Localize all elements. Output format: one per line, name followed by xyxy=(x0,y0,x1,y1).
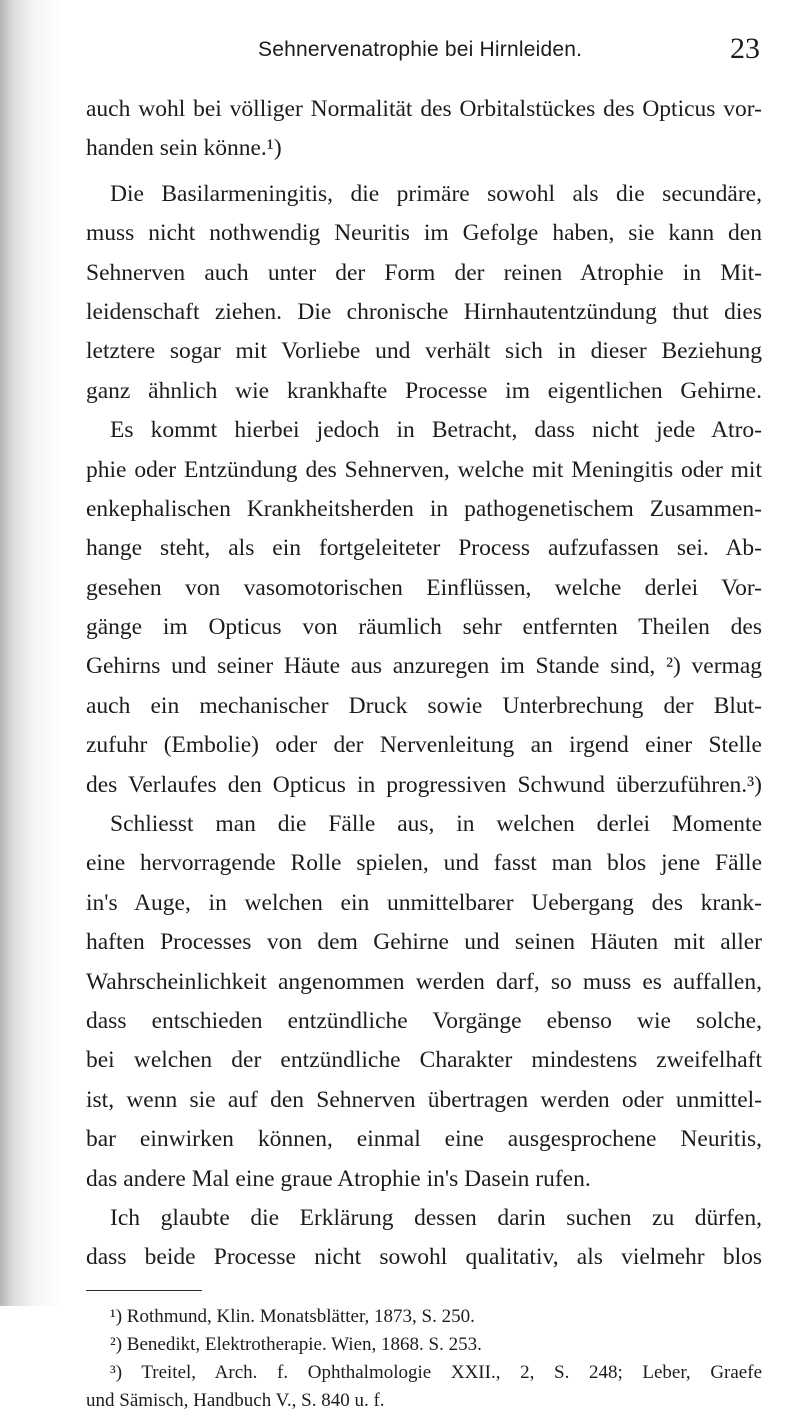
main-text xyxy=(86,90,762,1415)
text-line: Es kommt hierbei jedoch in Betracht, dass nicht jede Atro- xyxy=(110,417,762,444)
text-line: hange steht, als ein fortgeleiteter Process aufzufassen sei. Ab- xyxy=(86,535,762,562)
text-line: phie oder Entzündung des Sehnerven, welche mit Meningitis oder mit xyxy=(86,456,762,483)
text-line: des Verlaufes den Opticus in progressiven Schwund überzuführen.³) xyxy=(86,771,762,798)
text-line: gesehen von vasomotorischen Einflüssen, welche derlei Vor- xyxy=(86,574,762,601)
footnote-separator xyxy=(86,1290,202,1291)
page-header xyxy=(0,32,760,76)
footnote-line: ³) Treitel, Arch. f. Ophthalmologie XXII., 2, S. 248; Leber, Graefe xyxy=(110,1361,762,1383)
text-line: Schliesst man die Fälle aus, in welchen derlei Momente xyxy=(110,811,762,838)
text-line: Die Basilarmeningitis, die primäre sowohl als die secundäre, xyxy=(110,180,762,207)
text-line: letztere sogar mit Vorliebe und verhält sich in dieser Beziehung xyxy=(86,338,762,365)
running-title: Sehnervenatrophie bei Hirnleiden. xyxy=(258,38,583,61)
text-line: in's Auge, in welchen ein unmittelbarer Uebergang des krank- xyxy=(86,889,762,916)
footnote-line: und Sämisch, Handbuch V., S. 840 u. f. xyxy=(86,1389,385,1411)
text-line: eine hervorragende Rolle spielen, und fasst man blos jene Fälle xyxy=(86,850,762,877)
text-line: bei welchen der entzündliche Charakter mindestens zweifelhaft xyxy=(86,1047,762,1074)
binding-shadow xyxy=(0,0,64,1306)
text-line: ganz ähnlich wie krankhafte Processe im eigentlichen Gehirne. xyxy=(86,377,762,404)
text-line: muss nicht nothwendig Neuritis im Gefolge haben, sie kann den xyxy=(86,220,762,247)
text-line: zufuhr (Embolie) oder der Nervenleitung an irgend einer Stelle xyxy=(86,732,762,759)
text-line: auch ein mechanischer Druck sowie Unterbrechung der Blut- xyxy=(86,692,762,719)
text-line: Wahrscheinlichkeit angenommen werden darf, so muss es auffallen, xyxy=(86,968,762,995)
text-line: das andere Mal eine graue Atrophie in's Dasein rufen. xyxy=(86,1165,591,1192)
text-line: handen sein könne.¹) xyxy=(86,135,282,162)
text-line: Gehirns und seiner Häute aus anzuregen im Stande sind, ²) vermag xyxy=(86,653,762,680)
text-line: Ich glaubte die Erklärung dessen darin suchen zu dürfen, xyxy=(110,1204,762,1231)
footnote-line: ²) Benedikt, Elektrotherapie. Wien, 1868. S. 253. xyxy=(110,1333,482,1355)
text-line: dass beide Processe nicht sowohl qualitativ, als vielmehr blos xyxy=(86,1244,762,1271)
page-number: 23 xyxy=(730,32,760,65)
text-line: gänge im Opticus von räumlich sehr entfernten Theilen des xyxy=(86,614,762,641)
text-line: enkephalischen Krankheitsherden in pathogenetischem Zusammen- xyxy=(86,495,762,522)
text-line: leidenschaft ziehen. Die chronische Hirnhautentzündung thut dies xyxy=(86,298,762,325)
text-line: dass entschieden entzündliche Vorgänge ebenso wie solche, xyxy=(86,1007,762,1034)
footnote-line: ¹) Rothmund, Klin. Monatsblätter, 1873, S. 250. xyxy=(110,1305,475,1327)
text-line: Sehnerven auch unter der Form der reinen Atrophie in Mit- xyxy=(86,259,762,286)
text-line: bar einwirken können, einmal eine ausgesprochene Neuritis, xyxy=(86,1126,762,1153)
text-line: haften Processes von dem Gehirne und seinen Häuten mit aller xyxy=(86,929,762,956)
text-line: ist, wenn sie auf den Sehnerven übertragen werden oder unmittel- xyxy=(86,1086,762,1113)
text-line: auch wohl bei völliger Normalität des Orbitalstückes des Opticus vor- xyxy=(86,96,762,122)
footnotes xyxy=(86,1303,762,1415)
